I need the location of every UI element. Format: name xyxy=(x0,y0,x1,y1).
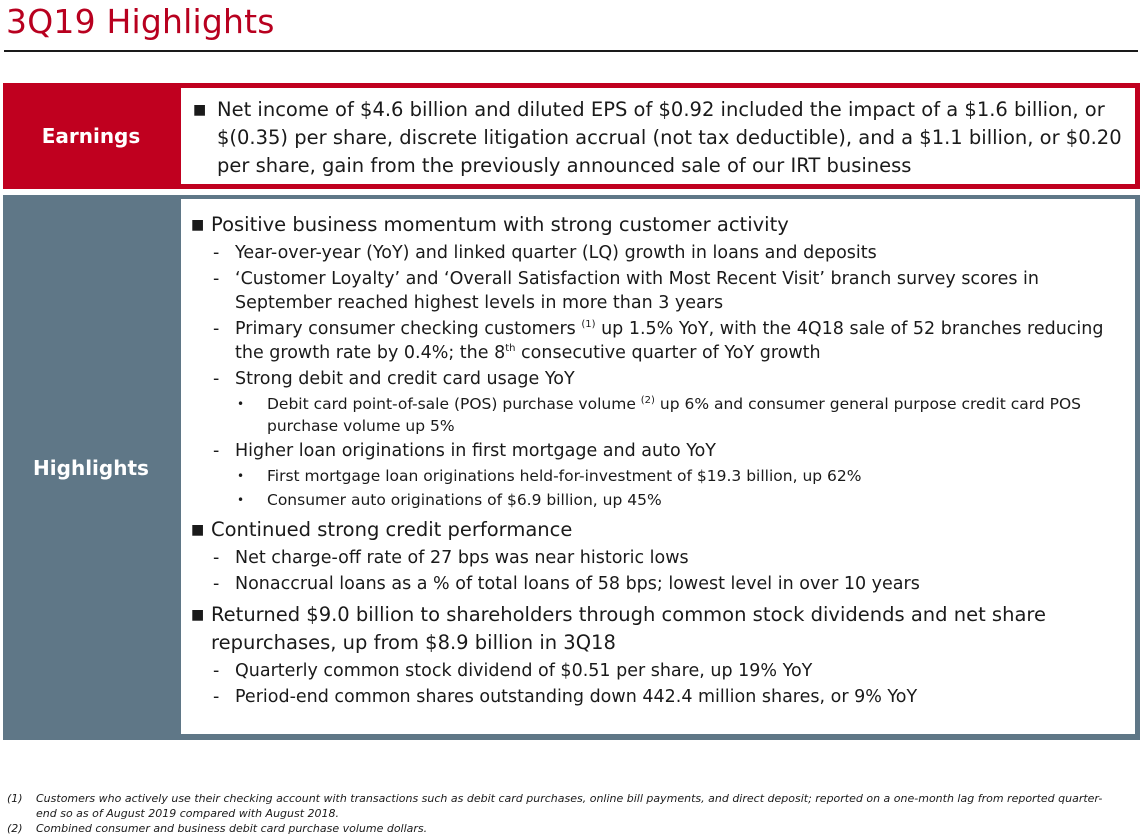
yoy-growth-text: Year-over-year (YoY) and linked quarter (LQ) growth in loans and deposits xyxy=(235,243,877,263)
returned-bullet xyxy=(191,601,1125,657)
footnote-number: (2) xyxy=(7,822,23,835)
earnings-bullet xyxy=(193,96,1125,180)
highlights-section xyxy=(3,195,1140,740)
momentum-title: Positive business momentum with strong customer activity xyxy=(211,213,789,236)
footnote-text: Combined consumer and business debit card purchase volume dollars. xyxy=(36,822,428,835)
dash-bullet-icon: - xyxy=(213,687,220,707)
dot-bullet-icon: • xyxy=(237,493,245,507)
dash-bullet-icon: - xyxy=(213,369,220,389)
mortgage-text: First mortgage loan originations held-for-investment of $19.3 billion, up 62% xyxy=(267,467,862,485)
dash-bullet-icon: - xyxy=(213,243,220,263)
returned-title: Returned $9.0 billion to shareholders through common stock dividends and net share repurchases, up from $8.9 billion in 3Q18 xyxy=(211,603,1046,654)
square-bullet-icon: ■ xyxy=(191,522,205,538)
footnote-1 xyxy=(7,791,1117,821)
shares-item xyxy=(191,685,1125,709)
credit-title: Continued strong credit performance xyxy=(211,518,573,541)
survey-text: ‘Customer Loyalty’ and ‘Overall Satisfaction with Most Recent Visit’ branch survey scores in September reached highest levels in more than 3 years xyxy=(235,269,1039,313)
earnings-text: Net income of $4.6 billion and diluted EPS of $0.92 included the impact of a $1.6 billion, or $(0.35) per share, discrete litigation accrual (not tax deductible), and a $1.1 billion, or $0.20 per share, gain from the previously announced sale of our IRT business xyxy=(217,98,1122,177)
dot-bullet-icon: • xyxy=(237,397,245,411)
momentum-bullet xyxy=(191,211,1125,239)
dash-bullet-icon: - xyxy=(213,269,220,289)
chargeoff-text: Net charge-off rate of 27 bps was near historic lows xyxy=(235,548,689,568)
footnote-text: Customers who actively use their checking account with transactions such as debit card purchases, online bill payments, and direct deposit; reported on a one-month lag from reported quarter-end so as of August 2019 compared with August 2018. xyxy=(36,792,1103,820)
chargeoff-item xyxy=(191,546,1125,570)
auto-text: Consumer auto originations of $6.9 billion, up 45% xyxy=(267,491,662,509)
footnote-2 xyxy=(7,821,1117,836)
nonaccrual-text: Nonaccrual loans as a % of total loans of 58 bps; lowest level in over 10 years xyxy=(235,574,920,594)
footnote-ref: (1) xyxy=(581,319,596,331)
dash-bullet-icon: - xyxy=(213,548,220,568)
yoy-growth-item xyxy=(191,241,1125,265)
square-bullet-icon: ■ xyxy=(191,217,205,233)
title-divider xyxy=(4,50,1138,52)
shares-text: Period-end common shares outstanding down 442.4 million shares, or 9% YoY xyxy=(235,687,918,707)
checking-text: Primary consumer checking customers $^{(1)}$ up 1.5% YoY, with the 4Q18 sale of 52 branches reducing the growth rate by 0.4%; the 8th consecutive quarter of YoY growth xyxy=(235,319,1104,363)
square-bullet-icon: ■ xyxy=(193,102,207,118)
survey-item xyxy=(191,267,1125,315)
checking-item xyxy=(191,317,1125,365)
highlights-content xyxy=(181,199,1135,734)
square-bullet-icon: ■ xyxy=(191,607,205,623)
dash-bullet-icon: - xyxy=(213,574,220,594)
credit-bullet xyxy=(191,516,1125,544)
earnings-label: Earnings xyxy=(41,124,141,148)
footnote-number: (1) xyxy=(7,792,23,805)
originations-text: Higher loan originations in first mortgage and auto YoY xyxy=(235,441,716,461)
dash-bullet-icon: - xyxy=(213,441,220,461)
card-usage-text: Strong debit and credit card usage YoY xyxy=(235,369,575,389)
earnings-content xyxy=(181,88,1135,184)
originations-item xyxy=(191,439,1125,463)
dividend-text: Quarterly common stock dividend of $0.51 per share, up 19% YoY xyxy=(235,661,813,681)
earnings-section xyxy=(3,83,1140,189)
highlights-label: Highlights xyxy=(33,455,149,480)
card-usage-item xyxy=(191,367,1125,391)
page-title: 3Q19 Highlights xyxy=(6,2,275,41)
footnote-ref: (2) xyxy=(640,394,655,406)
debit-item xyxy=(191,393,1125,437)
dividend-item xyxy=(191,659,1125,683)
mortgage-item xyxy=(191,465,1125,487)
dash-bullet-icon: - xyxy=(213,661,220,681)
auto-item xyxy=(191,489,1125,511)
nonaccrual-item xyxy=(191,572,1125,596)
dot-bullet-icon: • xyxy=(237,469,245,483)
dash-bullet-icon: - xyxy=(213,319,220,339)
footnotes xyxy=(7,791,1117,836)
debit-text: Debit card point-of-sale (POS) purchase volume $^{(2)}$ up 6% and consumer general purpose credit card POS purchase volume up 5% xyxy=(267,394,1081,435)
